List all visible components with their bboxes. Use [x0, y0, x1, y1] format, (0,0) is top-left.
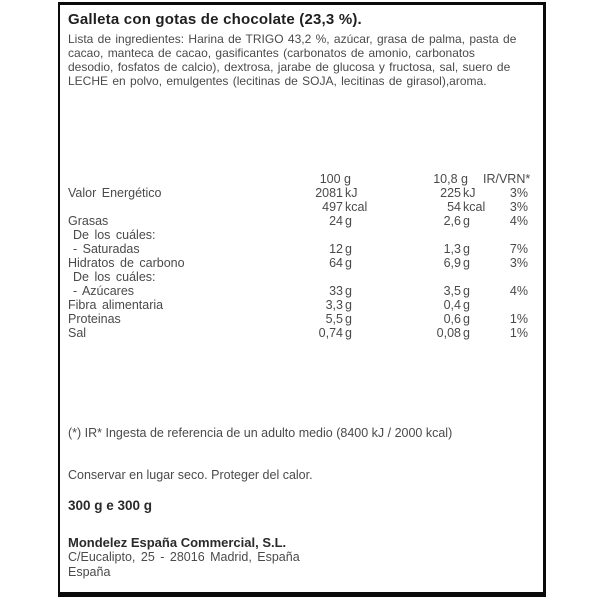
company-name: Mondelez España Commercial, S.L. [68, 535, 287, 550]
value-per-portion: 0,6 [443, 312, 461, 326]
company-country: España [68, 564, 111, 579]
nutrient-label: Proteinas [68, 312, 121, 326]
nutrition-row [68, 298, 533, 312]
unit-per-100g: g [345, 298, 352, 312]
unit-per-portion [461, 228, 483, 242]
ir-vrn-value: 1% [509, 326, 528, 340]
unit-per-100g [343, 228, 377, 242]
company-block [68, 535, 533, 579]
unit-per-portion: g [463, 256, 470, 270]
net-weight: 300 g e 300 g [68, 498, 153, 513]
value-per-portion: 1,3 [443, 242, 461, 256]
column-header-per-100g: 100 g [319, 172, 351, 186]
value-per-portion: 0,4 [443, 298, 461, 312]
value-per-100g: 33 [329, 284, 343, 298]
ir-vrn-value: 1% [509, 312, 528, 326]
nutrient-label [68, 200, 282, 214]
product-title: Galleta con gotas de chocolate (23,3 %). [68, 11, 362, 28]
nutrient-label: - Saturadas [73, 242, 140, 256]
unit-per-100g: g [345, 284, 352, 298]
nutrition-row [68, 284, 533, 298]
unit-per-100g: g [345, 326, 352, 340]
ir-vrn-value [483, 270, 533, 284]
unit-per-100g: g [345, 242, 352, 256]
column-header-per-portion: 10,8 g [433, 172, 468, 186]
value-per-100g: 64 [329, 256, 343, 270]
nutrition-row [68, 270, 533, 284]
ir-vrn-value: 4% [509, 284, 528, 298]
unit-per-100g [343, 270, 377, 284]
unit-per-portion: g [463, 214, 470, 228]
value-per-portion: 6,9 [443, 256, 461, 270]
nutrient-label: - Azúcares [73, 284, 135, 298]
value-per-portion [377, 270, 461, 284]
ir-vrn-value: 3% [509, 200, 528, 214]
unit-per-100g: g [345, 256, 352, 270]
nutrient-label: Fibra alimentaria [68, 298, 164, 312]
unit-per-100g: kcal [345, 200, 368, 214]
product-label-panel [58, 2, 546, 597]
ir-vrn-value: 3% [509, 256, 528, 270]
value-per-100g [282, 228, 343, 242]
nutrient-label: Hidratos de carbono [68, 256, 185, 270]
company-address: C/Eucalipto, 25 - 28016 Madrid, España [68, 550, 300, 564]
value-per-portion: 225 [440, 186, 461, 200]
nutrition-row [68, 228, 533, 242]
value-per-100g: 3,3 [325, 298, 343, 312]
nutrition-header-spacer [68, 172, 282, 186]
value-per-portion: 2,6 [443, 214, 461, 228]
ir-vrn-value [483, 298, 533, 312]
ir-vrn-value: 7% [509, 242, 528, 256]
nutrition-row [68, 200, 533, 214]
value-per-100g: 5,5 [325, 312, 343, 326]
ingredients-line: Lista de ingredientes: Harina de TRIGO 43,2 %, azúcar, grasa de palma, pasta de [68, 32, 517, 46]
value-per-portion: 3,5 [443, 284, 461, 298]
nutrient-label: Sal [68, 326, 87, 340]
reference-intake-footnote: (*) IR* Ingesta de referencia de un adulto medio (8400 kJ / 2000 kcal) [68, 426, 453, 440]
nutrition-row [68, 256, 533, 270]
unit-per-portion: g [463, 298, 470, 312]
value-per-100g: 12 [329, 242, 343, 256]
ir-vrn-value: 3% [509, 186, 528, 200]
value-per-portion: 54 [447, 200, 461, 214]
nutrition-table [68, 172, 533, 340]
value-per-portion: 0,08 [436, 326, 461, 340]
storage-instructions: Conservar en lugar seco. Proteger del calor. [68, 468, 313, 482]
unit-per-100g: g [345, 214, 352, 228]
unit-per-portion: g [463, 326, 470, 340]
unit-per-portion: g [463, 284, 470, 298]
unit-per-portion: kcal [463, 200, 486, 214]
unit-per-portion: kJ [463, 186, 476, 200]
nutrition-row [68, 214, 533, 228]
value-per-100g [282, 270, 343, 284]
unit-per-portion [461, 270, 483, 284]
unit-per-100g: g [345, 312, 352, 326]
nutrition-rows [68, 186, 533, 340]
ir-vrn-value: 4% [509, 214, 528, 228]
value-per-100g: 497 [322, 200, 343, 214]
nutrition-row [68, 242, 533, 256]
nutrition-row [68, 326, 533, 340]
unit-per-portion: g [463, 242, 470, 256]
value-per-100g: 2081 [315, 186, 343, 200]
ingredients-line: cacao, manteca de cacao, gasificantes (carbonatos de amonio, carbonatos [68, 46, 475, 60]
column-header-ir-vrn: IR/VRN* [483, 172, 531, 186]
unit-per-portion: g [463, 312, 470, 326]
nutrient-label: Valor Energético [68, 186, 162, 200]
nutrient-label: De los cuáles: [73, 270, 156, 284]
ingredients-line: desodio, fosfatos de calcio), dextrosa, jarabe de glucosa y fructosa, sal, suero de [68, 60, 511, 74]
nutrition-header-row [68, 172, 533, 186]
nutrition-row [68, 312, 533, 326]
nutrient-label: De los cuáles: [73, 228, 156, 242]
ingredients-line: LECHE en polvo, emulgentes (lecitinas de SOJA, lecitinas de girasol),aroma. [68, 74, 487, 88]
value-per-100g: 0,74 [318, 326, 343, 340]
ir-vrn-value [483, 228, 533, 242]
unit-per-100g: kJ [345, 186, 358, 200]
ingredients-paragraph [68, 32, 533, 88]
nutrition-row [68, 186, 533, 200]
nutrient-label: Grasas [68, 214, 109, 228]
value-per-portion [377, 228, 461, 242]
value-per-100g: 24 [329, 214, 343, 228]
